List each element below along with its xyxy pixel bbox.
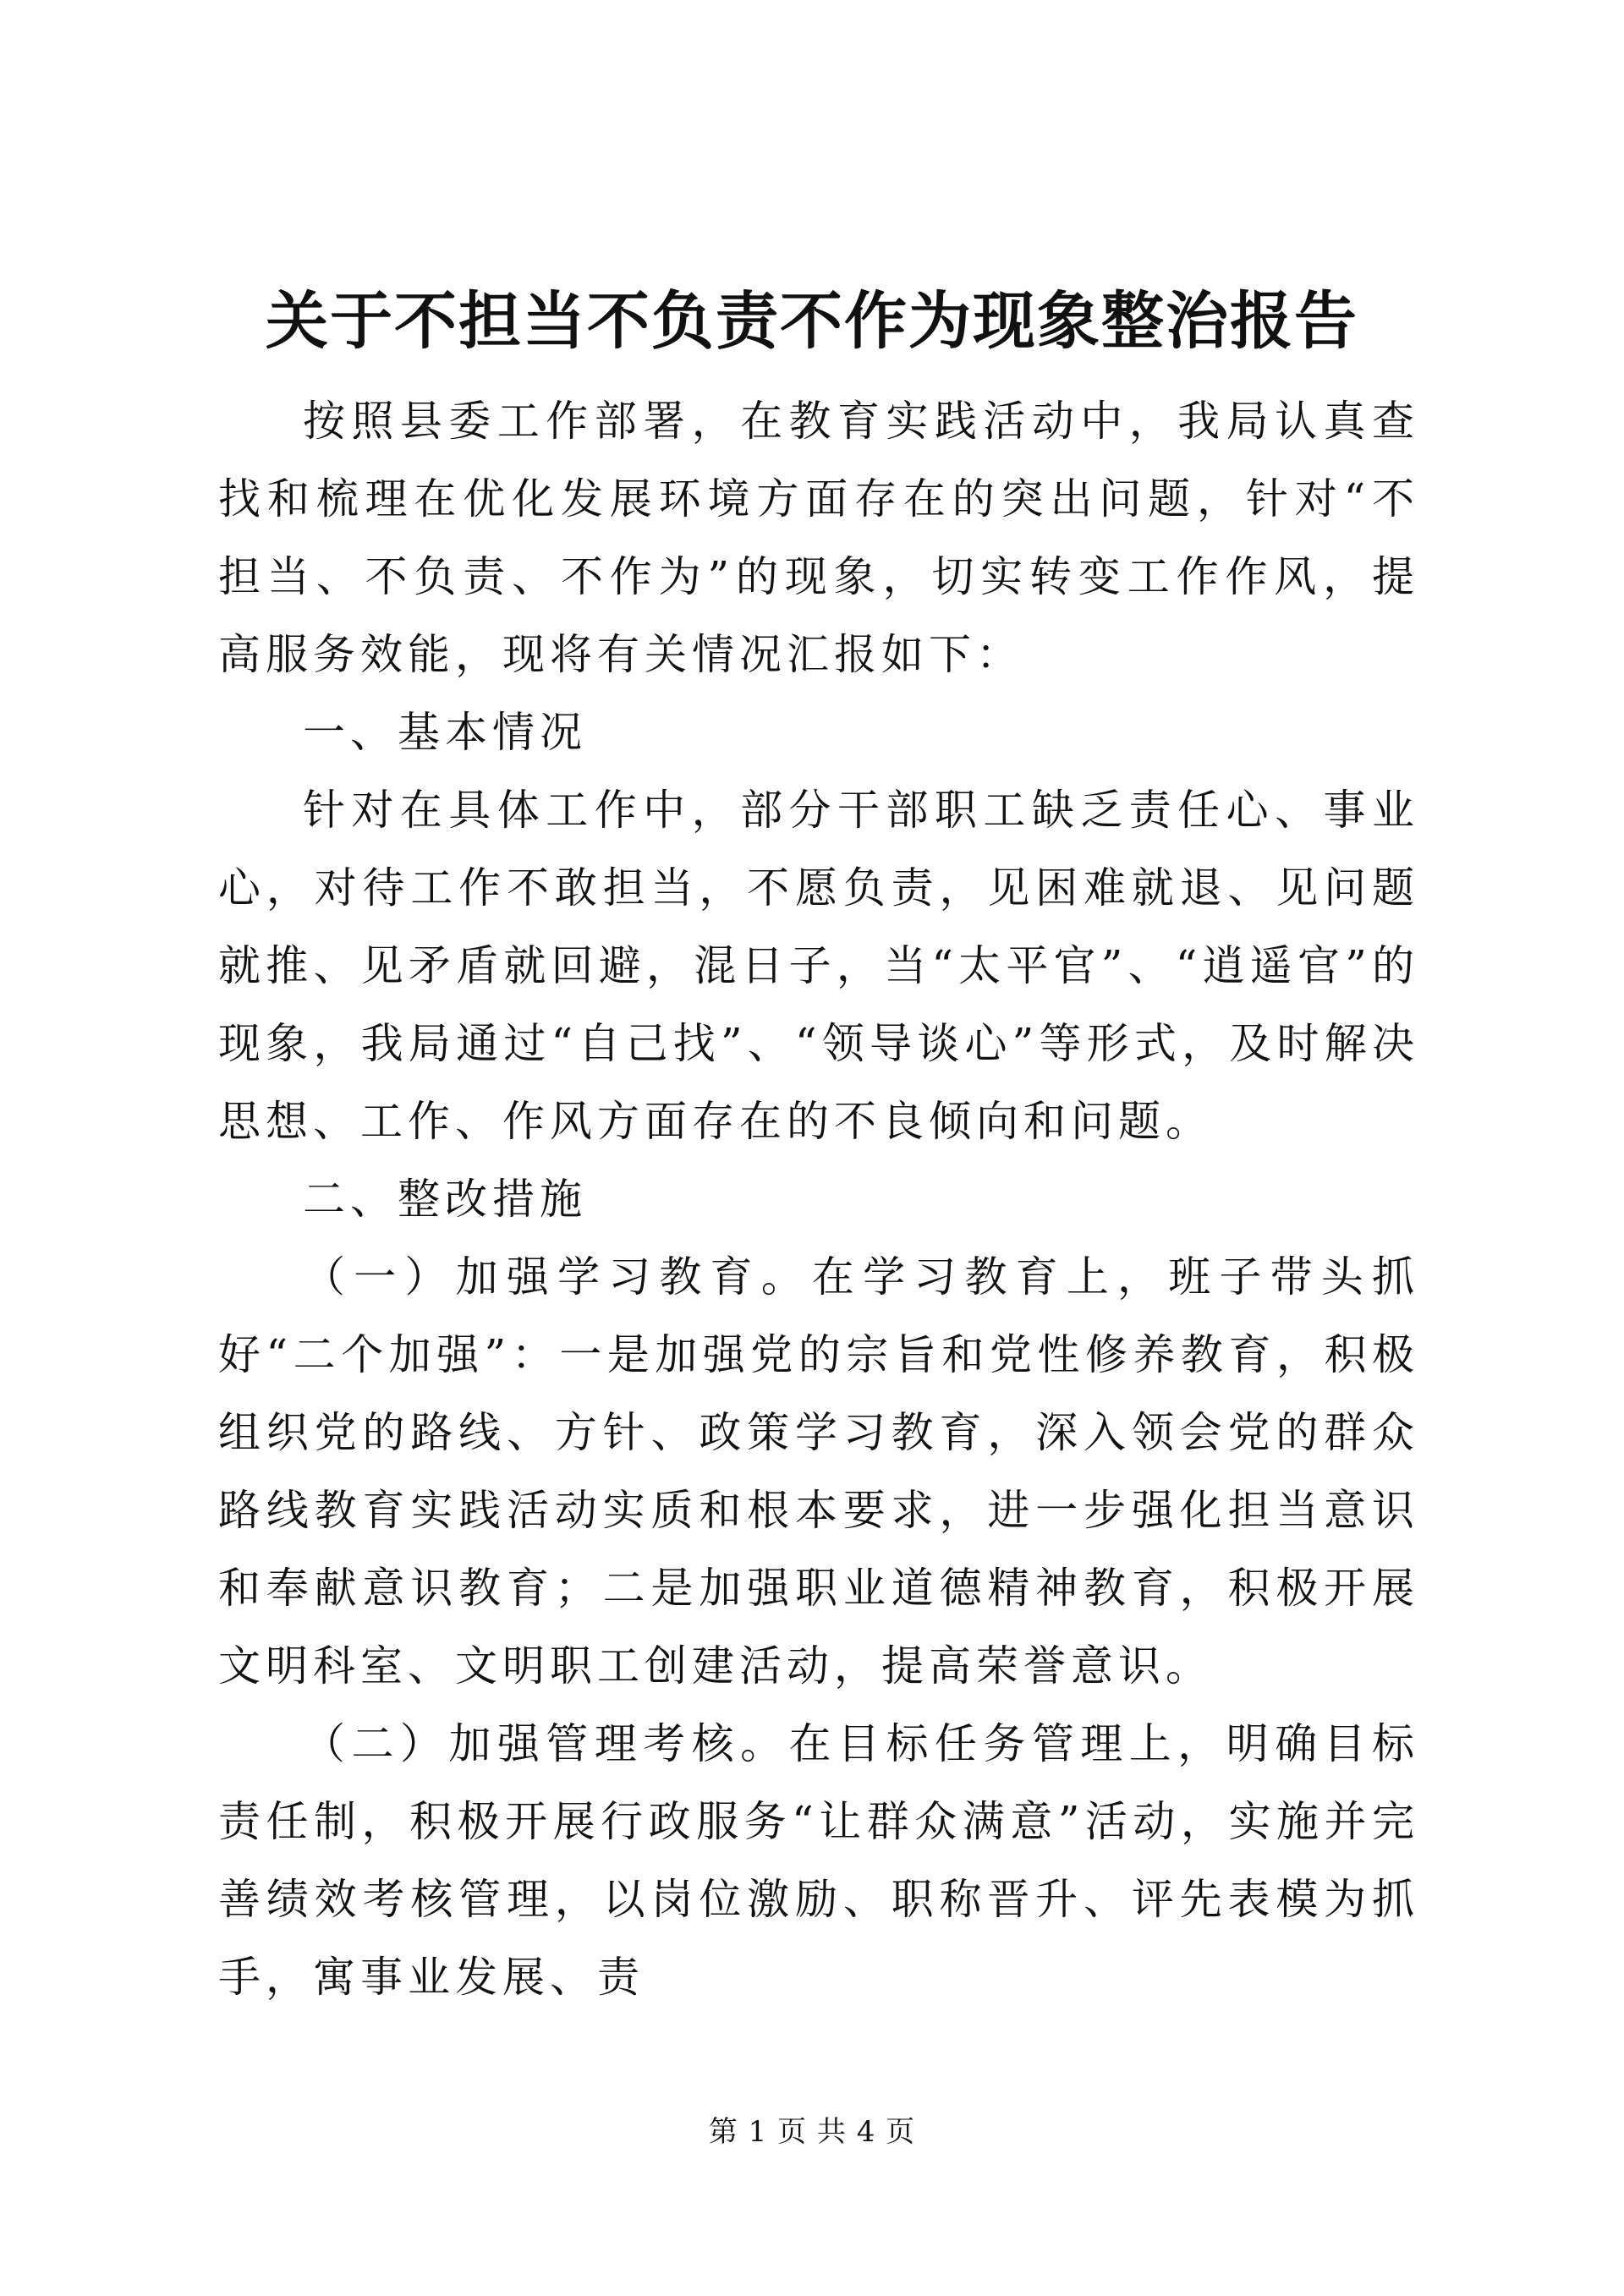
document-title: 关于不担当不负责不作为现象整治报告: [266, 285, 1358, 358]
paragraph-intro: 按照县委工作部署，在教育实践活动中，我局认真查找和梳理在优化发展环境方面存在的突出问题，针对“不担当、不负责、不作为”的现象，切实转变工作作风，提高服务效能，现将有关情况汇报如下：: [218, 397, 1419, 679]
paragraph-study-education: （一）加强学习教育。在学习教育上，班子带头抓好“二个加强”：一是加强党的宗旨和党性修养教育，积极组织党的路线、方针、政策学习教育，深入领会党的群众路线教育实践活动实质和根本要求，进一步强化担当意识和奉献意识教育；二是加强职业道德精神教育，积极开展文明科室、文明职工创建活动，提高荣誉意识。: [218, 1252, 1419, 1690]
page-number-footer: 第 1 页 共 4 页: [708, 2115, 916, 2149]
section-heading-basic-situation: 一、基本情况: [303, 708, 587, 757]
section-heading-rectification-measures: 二、整改措施: [303, 1175, 587, 1224]
document-body: [218, 382, 1419, 2016]
paragraph-management-assessment: （二）加强管理考核。在目标任务管理上，明确目标责任制，积极开展行政服务“让群众满意”活动，实施并完善绩效考核管理，以岗位激励、职称晋升、评先表模为抓手，寓事业发展、责: [218, 1719, 1419, 2002]
paragraph-basic-situation: 针对在具体工作中，部分干部职工缺乏责任心、事业心，对待工作不敢担当，不愿负责，见困难就退、见问题就推、见矛盾就回避，混日子，当“太平官”、“逍遥官”的现象，我局通过“自己找”、“领导谈心”等形式，及时解决思想、工作、作风方面存在的不良倾向和问题。: [218, 786, 1419, 1146]
